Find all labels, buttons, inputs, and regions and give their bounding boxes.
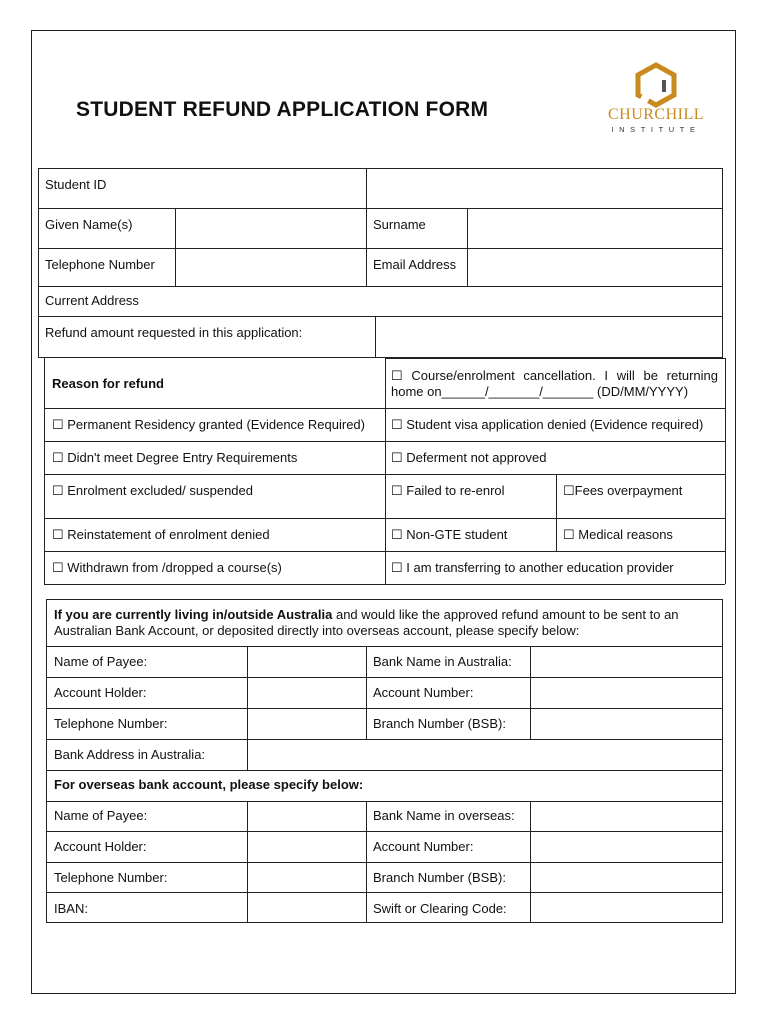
- os-bank-name-label: Bank Name in overseas:: [373, 808, 515, 823]
- logo-name: CHURCHILL: [607, 106, 705, 123]
- student-id-field[interactable]: [367, 169, 722, 207]
- telephone-label: Telephone Number: [45, 257, 155, 272]
- au-bank-address-label: Bank Address in Australia:: [54, 747, 206, 762]
- reason-non-gte[interactable]: ☐ Non-GTE student: [391, 527, 508, 542]
- reason-failed-reenrol[interactable]: ☐ Failed to re-enrol: [391, 483, 505, 498]
- au-telephone-field[interactable]: [248, 709, 365, 738]
- os-payee-label: Name of Payee:: [54, 808, 148, 823]
- reason-transferring[interactable]: ☐ I am transferring to another education provider: [391, 560, 674, 575]
- os-swift-field[interactable]: [531, 893, 722, 922]
- bank-intro-bold: If you are currently living in/outside Australia: [54, 607, 333, 622]
- reason-reinstatement[interactable]: ☐ Reinstatement of enrolment denied: [52, 527, 270, 542]
- os-holder-field[interactable]: [248, 832, 365, 861]
- overseas-heading: For overseas bank account, please specify below:: [54, 777, 364, 792]
- os-account-number-label: Account Number:: [373, 839, 474, 854]
- os-account-number-field[interactable]: [531, 832, 722, 861]
- os-branch-label: Branch Number (BSB):: [373, 870, 506, 885]
- reason-deferment[interactable]: ☐ Deferment not approved: [391, 450, 547, 465]
- reason-course-cancellation[interactable]: ☐ Course/enrolment cancellation. I will be returning home on______/_______/_______ (DD/MM/YYYY): [391, 368, 718, 399]
- reason-pr-granted[interactable]: ☐ Permanent Residency granted (Evidence Required): [52, 417, 365, 432]
- logo-subtitle: INSTITUTE: [611, 125, 701, 134]
- hexagon-logo-icon: [598, 62, 714, 108]
- reason-medical[interactable]: ☐ Medical reasons: [563, 527, 673, 542]
- au-account-number-label: Account Number:: [373, 685, 474, 700]
- au-telephone-label: Telephone Number:: [54, 716, 168, 731]
- au-bank-name-field[interactable]: [531, 647, 722, 676]
- reason-degree-entry[interactable]: ☐ Didn't meet Degree Entry Requirements: [52, 450, 298, 465]
- os-telephone-field[interactable]: [248, 863, 365, 891]
- bank-intro: [54, 607, 718, 639]
- au-payee-field[interactable]: [248, 647, 365, 676]
- au-branch-field[interactable]: [531, 709, 722, 738]
- au-bank-address-field[interactable]: [248, 740, 722, 769]
- surname-field[interactable]: [468, 209, 722, 247]
- os-iban-field[interactable]: [248, 893, 365, 922]
- churchill-logo: [598, 62, 714, 138]
- reason-enrolment-excluded[interactable]: ☐ Enrolment excluded/ suspended: [52, 483, 253, 498]
- os-iban-label: IBAN:: [54, 901, 88, 916]
- os-branch-field[interactable]: [531, 863, 722, 891]
- os-bank-name-field[interactable]: [531, 802, 722, 830]
- reason-withdrawn[interactable]: ☐ Withdrawn from /dropped a course(s): [52, 560, 282, 575]
- email-field[interactable]: [468, 249, 722, 285]
- address-label: Current Address: [45, 293, 139, 308]
- email-label: Email Address: [373, 257, 457, 272]
- au-holder-label: Account Holder:: [54, 685, 147, 700]
- refund-amount-label: Refund amount requested in this application:: [45, 325, 303, 340]
- refund-amount-field[interactable]: [376, 317, 722, 357]
- surname-label: Surname: [373, 217, 426, 232]
- telephone-field[interactable]: [176, 249, 365, 285]
- os-swift-label: Swift or Clearing Code:: [373, 901, 507, 916]
- student-id-label: Student ID: [45, 177, 107, 192]
- given-names-label: Given Name(s): [45, 217, 133, 232]
- au-payee-label: Name of Payee:: [54, 654, 148, 669]
- os-telephone-label: Telephone Number:: [54, 870, 168, 885]
- given-names-field[interactable]: [176, 209, 365, 247]
- reason-heading: Reason for refund: [52, 376, 164, 391]
- reason-visa-denied[interactable]: ☐ Student visa application denied (Evidence required): [391, 417, 704, 432]
- page-title: STUDENT REFUND APPLICATION FORM: [76, 98, 489, 121]
- au-holder-field[interactable]: [248, 678, 365, 707]
- au-branch-label: Branch Number (BSB):: [373, 716, 506, 731]
- bank-intro-text: and would like the approved refund amount to be sent to an Australian Bank Account, or deposited directly into overseas account, please specify below:: [54, 607, 679, 638]
- au-bank-name-label: Bank Name in Australia:: [373, 654, 512, 669]
- os-holder-label: Account Holder:: [54, 839, 147, 854]
- reason-fees-overpayment[interactable]: ☐Fees overpayment: [563, 483, 683, 498]
- os-payee-field[interactable]: [248, 802, 365, 830]
- au-account-number-field[interactable]: [531, 678, 722, 707]
